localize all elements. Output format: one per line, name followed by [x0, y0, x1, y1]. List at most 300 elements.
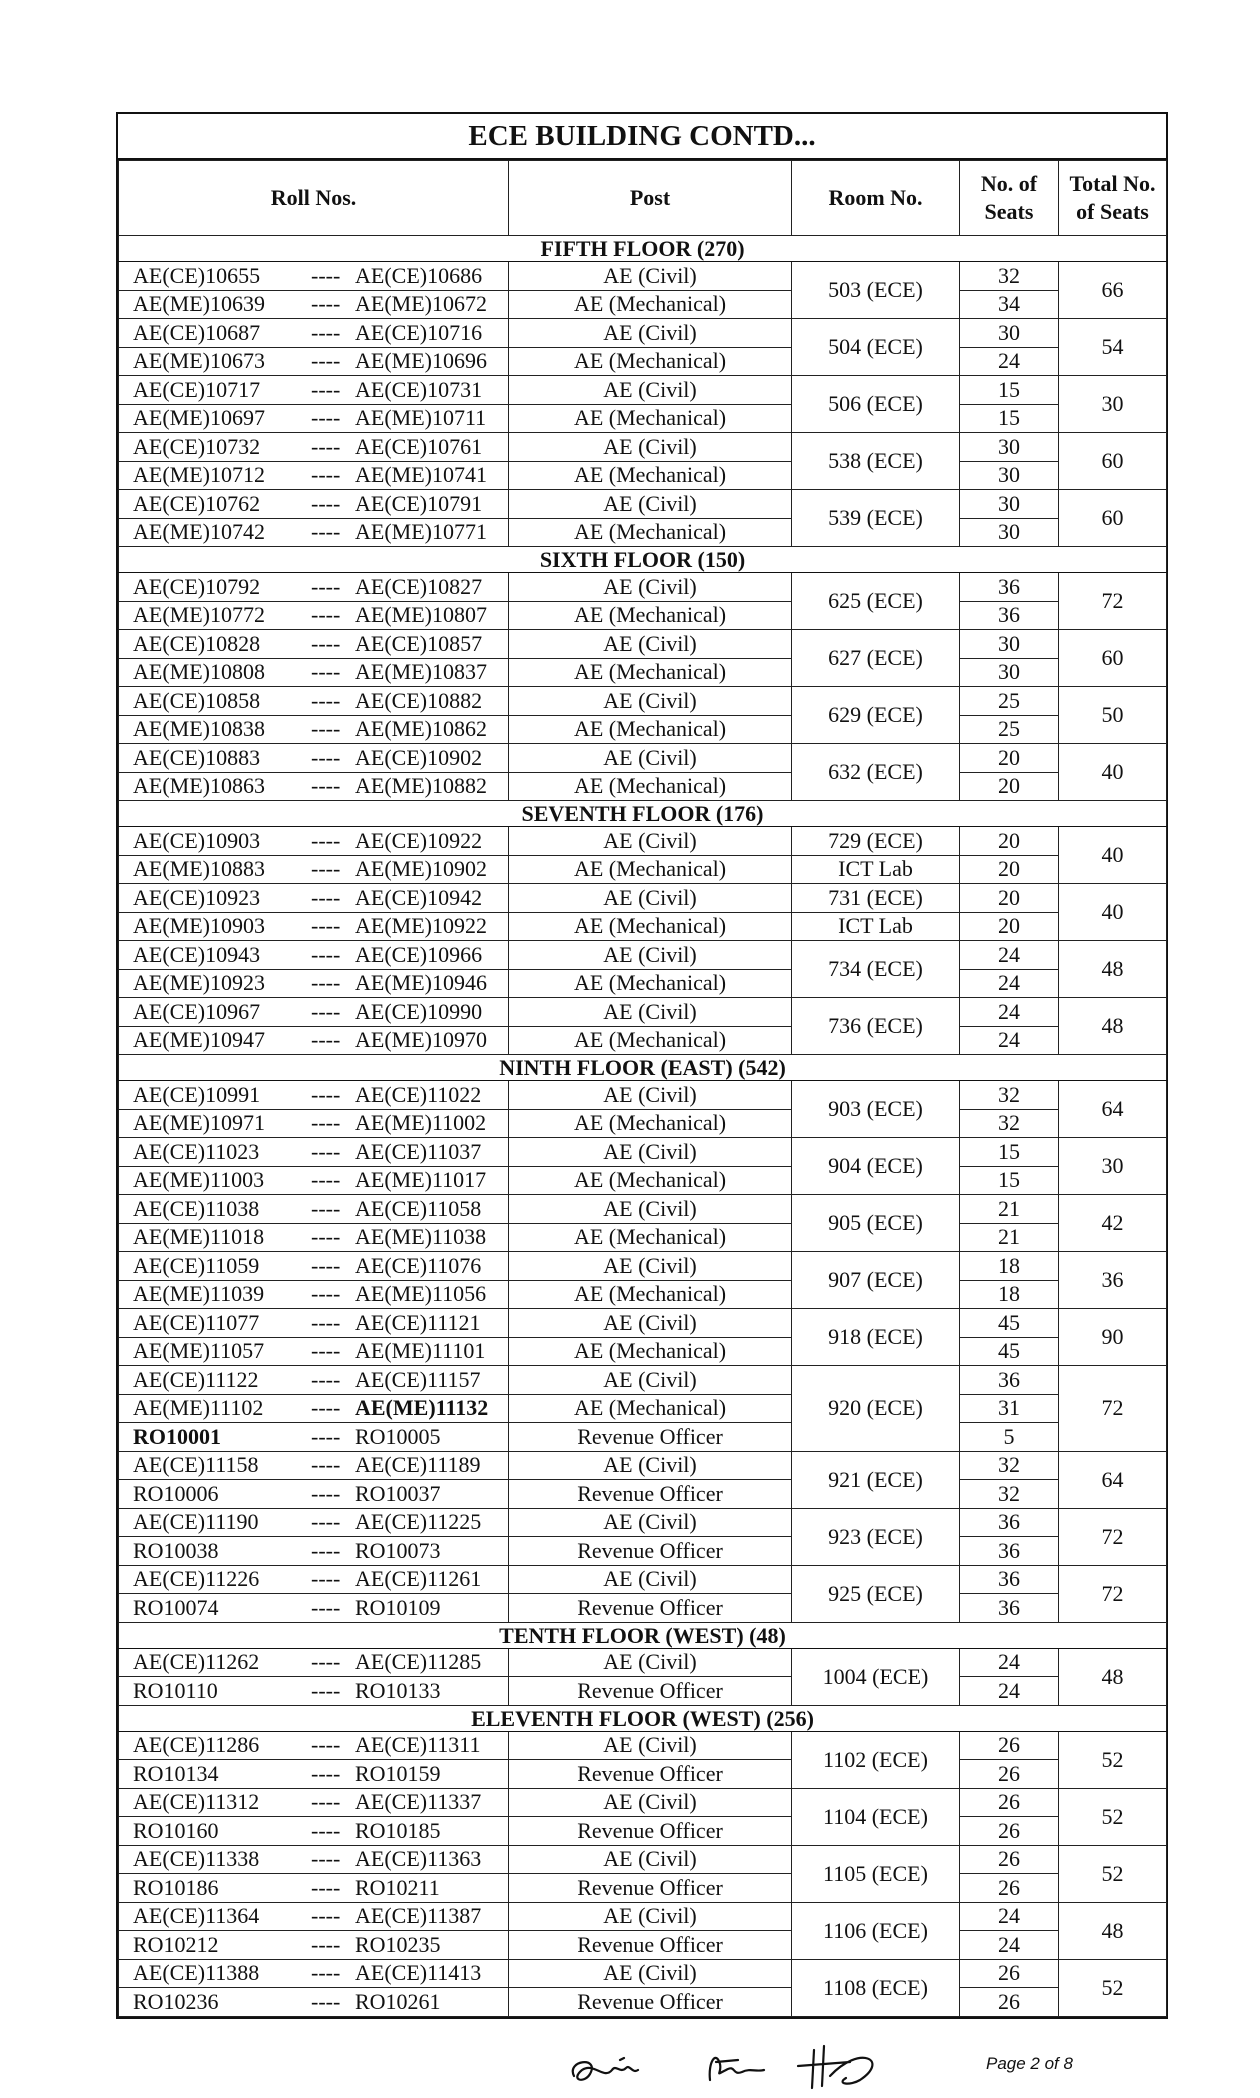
table-row — [119, 1451, 1167, 1480]
roll-from: AE(ME)10863 — [133, 773, 265, 799]
total-seats-cell: 64 — [1059, 1081, 1167, 1138]
roll-separator: ---- — [311, 348, 341, 374]
seats-cell: 36 — [960, 1594, 1059, 1623]
total-seats-cell: 30 — [1059, 376, 1167, 433]
table-row — [119, 1394, 1167, 1423]
roll-separator: ---- — [311, 1732, 341, 1758]
room-no-cell: 629 (ECE) — [792, 687, 960, 744]
seats-cell: 20 — [960, 855, 1059, 884]
table-row — [119, 1480, 1167, 1509]
post-cell: AE (Civil) — [509, 490, 792, 519]
seats-cell: 25 — [960, 687, 1059, 716]
seats-cell: 24 — [960, 1648, 1059, 1677]
seats-cell: 32 — [960, 1451, 1059, 1480]
roll-separator: ---- — [311, 319, 341, 345]
roll-range-cell — [119, 1451, 509, 1480]
room-no-cell: 736 (ECE) — [792, 998, 960, 1055]
roll-from: RO10110 — [133, 1677, 218, 1703]
table-row — [119, 1280, 1167, 1309]
post-cell: AE (Civil) — [509, 262, 792, 291]
total-seats-cell: 64 — [1059, 1451, 1167, 1508]
roll-range-cell — [119, 1594, 509, 1623]
roll-separator: ---- — [311, 773, 341, 799]
roll-separator: ---- — [311, 1649, 341, 1675]
seating-plan-sheet — [116, 112, 1168, 2019]
roll-from: AE(CE)10991 — [133, 1081, 261, 1107]
roll-from: AE(ME)11018 — [133, 1224, 265, 1250]
table-row — [119, 772, 1167, 801]
roll-from: AE(CE)10828 — [133, 630, 261, 656]
table-row — [119, 601, 1167, 630]
post-cell: AE (Civil) — [509, 1731, 792, 1760]
table-row — [119, 1677, 1167, 1706]
seats-cell: 24 — [960, 969, 1059, 998]
table-row — [119, 518, 1167, 547]
seats-cell: 32 — [960, 1480, 1059, 1509]
table-row — [119, 1845, 1167, 1874]
roll-to: AE(ME)10946 — [355, 970, 487, 996]
seats-cell: 24 — [960, 1026, 1059, 1055]
roll-separator: ---- — [311, 1594, 341, 1620]
roll-range-cell — [119, 404, 509, 433]
roll-to: RO10037 — [355, 1480, 441, 1506]
seats-cell: 30 — [960, 630, 1059, 659]
post-cell: AE (Mechanical) — [509, 855, 792, 884]
seats-cell: 30 — [960, 518, 1059, 547]
seats-cell: 36 — [960, 1366, 1059, 1395]
roll-range-cell — [119, 1988, 509, 2017]
table-row — [119, 715, 1167, 744]
roll-from: RO10160 — [133, 1817, 219, 1843]
roll-range-cell — [119, 1788, 509, 1817]
roll-to: AE(CE)10827 — [355, 573, 483, 599]
seats-cell: 32 — [960, 262, 1059, 291]
roll-range-cell — [119, 1648, 509, 1677]
roll-range-cell — [119, 290, 509, 319]
total-seats-cell: 42 — [1059, 1195, 1167, 1252]
post-cell: AE (Mechanical) — [509, 969, 792, 998]
roll-from: AE(ME)11102 — [133, 1395, 264, 1421]
roll-separator: ---- — [311, 1988, 341, 2014]
total-seats-cell: 52 — [1059, 1845, 1167, 1902]
table-row — [119, 1508, 1167, 1537]
roll-to: AE(ME)10970 — [355, 1027, 487, 1053]
roll-range-cell — [119, 1394, 509, 1423]
seats-cell: 26 — [960, 1959, 1059, 1988]
roll-separator: ---- — [311, 744, 341, 770]
room-no-cell: 503 (ECE) — [792, 262, 960, 319]
room-no-cell: 632 (ECE) — [792, 744, 960, 801]
post-cell: AE (Mechanical) — [509, 1223, 792, 1252]
post-cell: AE (Mechanical) — [509, 1280, 792, 1309]
post-cell: AE (Civil) — [509, 1309, 792, 1338]
total-seats-cell: 54 — [1059, 319, 1167, 376]
roll-to: RO10261 — [355, 1988, 441, 2014]
roll-range-cell — [119, 319, 509, 348]
roll-to: RO10005 — [355, 1423, 441, 1449]
roll-to: AE(CE)11261 — [355, 1566, 482, 1592]
room-no-cell: 1104 (ECE) — [792, 1788, 960, 1845]
post-cell: AE (Mechanical) — [509, 772, 792, 801]
floor-heading: SIXTH FLOOR (150) — [119, 547, 1167, 573]
roll-range-cell — [119, 1280, 509, 1309]
roll-from: AE(CE)11262 — [133, 1649, 260, 1675]
roll-to: AE(ME)11017 — [355, 1167, 487, 1193]
roll-separator: ---- — [311, 1366, 341, 1392]
table-row — [119, 827, 1167, 856]
roll-to: AE(ME)10902 — [355, 856, 487, 882]
table-row — [119, 1081, 1167, 1110]
seats-cell: 18 — [960, 1252, 1059, 1281]
roll-from: AE(ME)10712 — [133, 462, 265, 488]
roll-separator: ---- — [311, 1874, 341, 1900]
roll-to: AE(ME)10862 — [355, 716, 487, 742]
roll-from: AE(CE)10717 — [133, 376, 261, 402]
roll-separator: ---- — [311, 262, 341, 288]
roll-from: AE(ME)10947 — [133, 1027, 265, 1053]
post-cell: Revenue Officer — [509, 1423, 792, 1452]
seats-cell: 24 — [960, 347, 1059, 376]
roll-from: AE(CE)10967 — [133, 998, 261, 1024]
roll-to: AE(ME)11038 — [355, 1224, 487, 1250]
seats-cell: 25 — [960, 715, 1059, 744]
post-cell: Revenue Officer — [509, 1760, 792, 1789]
roll-separator: ---- — [311, 1677, 341, 1703]
roll-range-cell — [119, 1931, 509, 1960]
roll-range-cell — [119, 1902, 509, 1931]
roll-separator: ---- — [311, 1167, 341, 1193]
room-no-cell: 731 (ECE) — [792, 884, 960, 913]
seats-cell: 20 — [960, 912, 1059, 941]
roll-separator: ---- — [311, 884, 341, 910]
roll-separator: ---- — [311, 970, 341, 996]
roll-separator: ---- — [311, 1224, 341, 1250]
roll-separator: ---- — [311, 1846, 341, 1872]
table-row — [119, 1138, 1167, 1167]
roll-separator: ---- — [311, 1960, 341, 1986]
floor-row — [119, 1622, 1167, 1648]
roll-from: AE(ME)10838 — [133, 716, 265, 742]
roll-range-cell — [119, 1252, 509, 1281]
roll-separator: ---- — [311, 1027, 341, 1053]
roll-from: AE(ME)10923 — [133, 970, 265, 996]
seats-cell: 18 — [960, 1280, 1059, 1309]
roll-from: AE(CE)11077 — [133, 1309, 260, 1335]
roll-to: AE(CE)11022 — [355, 1081, 482, 1107]
room-no-cell: 627 (ECE) — [792, 630, 960, 687]
seats-cell: 31 — [960, 1394, 1059, 1423]
seats-cell: 24 — [960, 1931, 1059, 1960]
roll-to: AE(ME)10672 — [355, 291, 487, 317]
post-cell: AE (Mechanical) — [509, 404, 792, 433]
roll-separator: ---- — [311, 1817, 341, 1843]
table-row — [119, 1959, 1167, 1988]
roll-from: AE(CE)10732 — [133, 433, 261, 459]
room-no-cell: 903 (ECE) — [792, 1081, 960, 1138]
roll-separator: ---- — [311, 659, 341, 685]
table-row — [119, 1788, 1167, 1817]
header-post: Post — [509, 161, 792, 236]
total-seats-cell: 48 — [1059, 998, 1167, 1055]
roll-range-cell — [119, 884, 509, 913]
roll-from: AE(ME)10971 — [133, 1110, 265, 1136]
roll-separator: ---- — [311, 291, 341, 317]
post-cell: AE (Civil) — [509, 941, 792, 970]
header-row — [119, 161, 1167, 236]
roll-from: AE(ME)10742 — [133, 519, 265, 545]
table-row — [119, 998, 1167, 1027]
roll-to: AE(ME)11056 — [355, 1281, 487, 1307]
roll-separator: ---- — [311, 1760, 341, 1786]
table-row — [119, 262, 1167, 291]
roll-range-cell — [119, 998, 509, 1027]
roll-from: AE(ME)11057 — [133, 1338, 265, 1364]
roll-from: AE(CE)10762 — [133, 490, 261, 516]
roll-to: AE(ME)11132 — [355, 1395, 489, 1421]
total-seats-cell: 72 — [1059, 1565, 1167, 1622]
roll-range-cell — [119, 1337, 509, 1366]
floor-row — [119, 1055, 1167, 1081]
table-row — [119, 1166, 1167, 1195]
roll-to: AE(CE)10902 — [355, 744, 483, 770]
roll-separator: ---- — [311, 1110, 341, 1136]
floor-heading: ELEVENTH FLOOR (WEST) (256) — [119, 1705, 1167, 1731]
post-cell: AE (Mechanical) — [509, 518, 792, 547]
seats-cell: 26 — [960, 1760, 1059, 1789]
roll-to: RO10109 — [355, 1594, 441, 1620]
signature-1 — [573, 2058, 638, 2080]
table-row — [119, 1988, 1167, 2017]
room-no-cell: 918 (ECE) — [792, 1309, 960, 1366]
roll-to: AE(CE)10686 — [355, 262, 483, 288]
seats-cell: 24 — [960, 998, 1059, 1027]
table-row — [119, 1565, 1167, 1594]
roll-range-cell — [119, 630, 509, 659]
roll-range-cell — [119, 1874, 509, 1903]
roll-to: AE(CE)10857 — [355, 630, 483, 656]
roll-from: AE(CE)11388 — [133, 1960, 260, 1986]
roll-to: AE(ME)10922 — [355, 913, 487, 939]
roll-separator: ---- — [311, 716, 341, 742]
table-row — [119, 347, 1167, 376]
roll-to: AE(CE)10716 — [355, 319, 483, 345]
roll-separator: ---- — [311, 1931, 341, 1957]
roll-from: AE(CE)11286 — [133, 1732, 260, 1758]
roll-from: RO10186 — [133, 1874, 219, 1900]
table-row — [119, 376, 1167, 405]
seats-cell: 36 — [960, 1565, 1059, 1594]
roll-from: RO10134 — [133, 1760, 219, 1786]
total-seats-cell: 40 — [1059, 884, 1167, 941]
roll-range-cell — [119, 1565, 509, 1594]
roll-to: AE(CE)11189 — [355, 1452, 481, 1478]
post-cell: AE (Civil) — [509, 1788, 792, 1817]
roll-range-cell — [119, 744, 509, 773]
roll-range-cell — [119, 855, 509, 884]
roll-from: AE(CE)11226 — [133, 1566, 260, 1592]
post-cell: Revenue Officer — [509, 1931, 792, 1960]
table-row — [119, 1648, 1167, 1677]
table-row — [119, 1817, 1167, 1846]
room-no-cell: 625 (ECE) — [792, 573, 960, 630]
roll-from: RO10006 — [133, 1480, 219, 1506]
roll-range-cell — [119, 490, 509, 519]
seats-cell: 26 — [960, 1874, 1059, 1903]
roll-to: RO10133 — [355, 1677, 441, 1703]
post-cell: AE (Mechanical) — [509, 290, 792, 319]
roll-range-cell — [119, 912, 509, 941]
table-row — [119, 1252, 1167, 1281]
seats-cell: 20 — [960, 744, 1059, 773]
roll-range-cell — [119, 1731, 509, 1760]
room-no-cell: 925 (ECE) — [792, 1565, 960, 1622]
roll-to: AE(CE)10791 — [355, 490, 483, 516]
roll-to: AE(CE)11121 — [355, 1309, 481, 1335]
room-no-cell: 904 (ECE) — [792, 1138, 960, 1195]
post-cell: AE (Civil) — [509, 1648, 792, 1677]
roll-range-cell — [119, 1366, 509, 1395]
table-row — [119, 1195, 1167, 1224]
table-row — [119, 1594, 1167, 1623]
room-no-cell: 921 (ECE) — [792, 1451, 960, 1508]
total-seats-cell: 60 — [1059, 630, 1167, 687]
roll-from: AE(ME)10883 — [133, 856, 265, 882]
roll-from: AE(CE)11312 — [133, 1789, 260, 1815]
roll-from: AE(CE)10792 — [133, 573, 261, 599]
seats-cell: 36 — [960, 1537, 1059, 1566]
roll-separator: ---- — [311, 405, 341, 431]
roll-range-cell — [119, 1817, 509, 1846]
post-cell: AE (Civil) — [509, 1565, 792, 1594]
roll-to: AE(CE)10882 — [355, 687, 483, 713]
table-row — [119, 404, 1167, 433]
roll-range-cell — [119, 1026, 509, 1055]
table-row — [119, 1537, 1167, 1566]
roll-separator: ---- — [311, 687, 341, 713]
roll-to: AE(CE)11157 — [355, 1366, 481, 1392]
roll-separator: ---- — [311, 856, 341, 882]
seats-cell: 21 — [960, 1195, 1059, 1224]
roll-from: AE(CE)10655 — [133, 262, 261, 288]
post-cell: AE (Mechanical) — [509, 1026, 792, 1055]
seats-cell: 26 — [960, 1845, 1059, 1874]
seats-cell: 24 — [960, 941, 1059, 970]
roll-from: AE(CE)10687 — [133, 319, 261, 345]
roll-range-cell — [119, 1760, 509, 1789]
roll-separator: ---- — [311, 630, 341, 656]
floor-row — [119, 801, 1167, 827]
room-no-cell: ICT Lab — [792, 912, 960, 941]
roll-to: AE(CE)11058 — [355, 1195, 482, 1221]
roll-separator: ---- — [311, 998, 341, 1024]
seats-cell: 15 — [960, 1138, 1059, 1167]
seats-cell: 32 — [960, 1081, 1059, 1110]
table-row — [119, 1026, 1167, 1055]
roll-separator: ---- — [311, 913, 341, 939]
roll-to: AE(ME)10696 — [355, 348, 487, 374]
post-cell: Revenue Officer — [509, 1480, 792, 1509]
roll-separator: ---- — [311, 941, 341, 967]
roll-range-cell — [119, 1309, 509, 1338]
table-row — [119, 1309, 1167, 1338]
total-seats-cell: 48 — [1059, 941, 1167, 998]
roll-separator: ---- — [311, 1537, 341, 1563]
roll-range-cell — [119, 1537, 509, 1566]
roll-range-cell — [119, 687, 509, 716]
post-cell: AE (Civil) — [509, 1366, 792, 1395]
room-no-cell: 920 (ECE) — [792, 1366, 960, 1452]
roll-separator: ---- — [311, 1081, 341, 1107]
table-row — [119, 1902, 1167, 1931]
seats-cell: 45 — [960, 1309, 1059, 1338]
post-cell: AE (Mechanical) — [509, 715, 792, 744]
roll-to: AE(CE)11037 — [355, 1138, 482, 1164]
seats-cell: 30 — [960, 461, 1059, 490]
table-row — [119, 1337, 1167, 1366]
floor-heading: NINTH FLOOR (EAST) (542) — [119, 1055, 1167, 1081]
roll-to: RO10235 — [355, 1931, 441, 1957]
roll-to: AE(CE)10761 — [355, 433, 483, 459]
post-cell: AE (Mechanical) — [509, 1166, 792, 1195]
table-row — [119, 1760, 1167, 1789]
post-cell: Revenue Officer — [509, 1817, 792, 1846]
roll-from: AE(CE)10858 — [133, 687, 261, 713]
post-cell: Revenue Officer — [509, 1988, 792, 2017]
room-no-cell: 734 (ECE) — [792, 941, 960, 998]
post-cell: AE (Civil) — [509, 1902, 792, 1931]
seats-cell: 15 — [960, 1166, 1059, 1195]
seats-cell: 30 — [960, 658, 1059, 687]
seats-cell: 24 — [960, 1677, 1059, 1706]
roll-range-cell — [119, 347, 509, 376]
roll-to: AE(ME)10882 — [355, 773, 487, 799]
room-no-cell: 905 (ECE) — [792, 1195, 960, 1252]
table-row — [119, 1931, 1167, 1960]
seats-cell: 45 — [960, 1337, 1059, 1366]
roll-range-cell — [119, 827, 509, 856]
roll-from: AE(CE)11023 — [133, 1138, 260, 1164]
room-no-cell: 538 (ECE) — [792, 433, 960, 490]
roll-separator: ---- — [311, 1452, 341, 1478]
floor-heading: SEVENTH FLOOR (176) — [119, 801, 1167, 827]
roll-range-cell — [119, 658, 509, 687]
seats-cell: 15 — [960, 404, 1059, 433]
seats-cell: 20 — [960, 884, 1059, 913]
roll-separator: ---- — [311, 1195, 341, 1221]
floor-row — [119, 547, 1167, 573]
table-row — [119, 1731, 1167, 1760]
roll-range-cell — [119, 433, 509, 462]
roll-range-cell — [119, 1845, 509, 1874]
roll-range-cell — [119, 1166, 509, 1195]
roll-separator: ---- — [311, 1480, 341, 1506]
roll-to: AE(CE)11363 — [355, 1846, 482, 1872]
signature-2 — [710, 2058, 764, 2080]
roll-to: RO10185 — [355, 1817, 441, 1843]
roll-separator: ---- — [311, 1338, 341, 1364]
post-cell: Revenue Officer — [509, 1594, 792, 1623]
total-seats-cell: 90 — [1059, 1309, 1167, 1366]
roll-separator: ---- — [311, 602, 341, 628]
roll-from: AE(ME)11003 — [133, 1167, 265, 1193]
roll-range-cell — [119, 376, 509, 405]
roll-range-cell — [119, 601, 509, 630]
roll-to: AE(CE)11285 — [355, 1649, 482, 1675]
roll-from: AE(ME)10697 — [133, 405, 265, 431]
roll-range-cell — [119, 1508, 509, 1537]
roll-separator: ---- — [311, 1281, 341, 1307]
post-cell: AE (Civil) — [509, 884, 792, 913]
